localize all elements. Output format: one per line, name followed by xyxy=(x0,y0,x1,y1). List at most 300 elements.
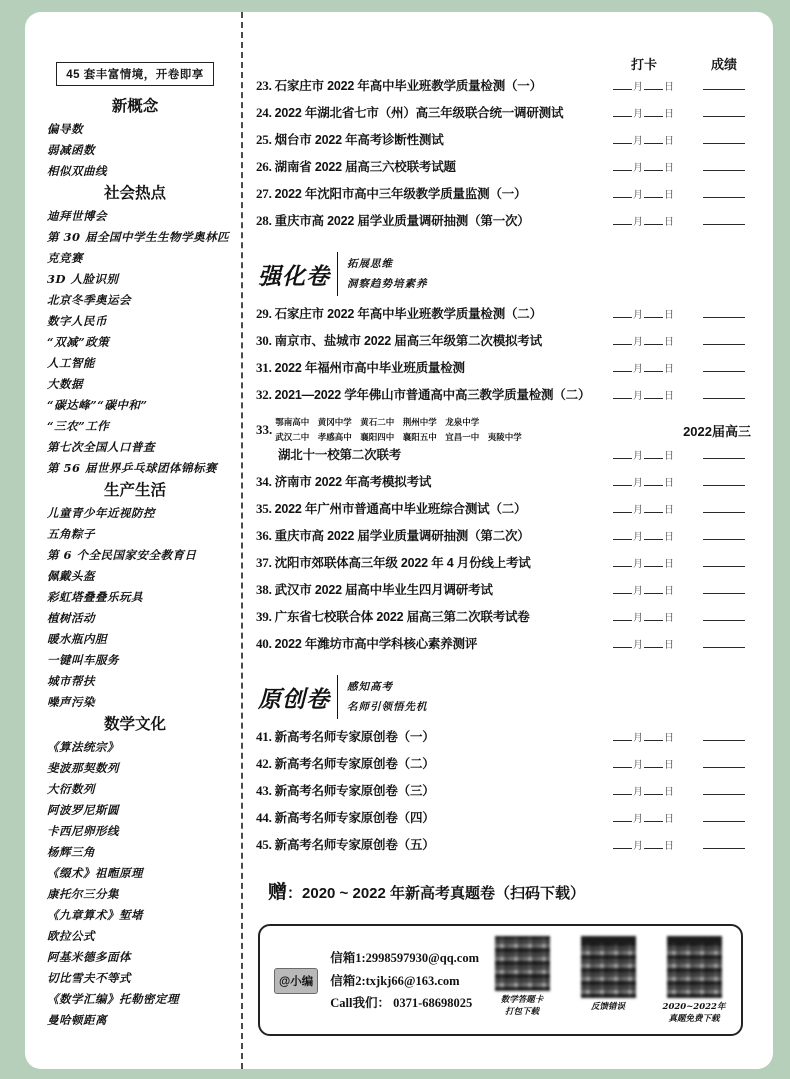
exam-row xyxy=(256,331,751,358)
day-label: 日 xyxy=(664,136,674,147)
day-label: 日 xyxy=(664,760,674,771)
checkin-date-field xyxy=(591,386,697,404)
score-blank-line xyxy=(703,765,745,768)
exam-row xyxy=(256,445,751,472)
score-field xyxy=(697,77,751,95)
score-field xyxy=(697,782,751,800)
date-blank-line xyxy=(613,114,632,117)
score-field xyxy=(697,386,751,404)
date-blank-line xyxy=(644,195,663,198)
score-field xyxy=(697,527,751,545)
grade-label: 2022届高三 xyxy=(683,423,751,439)
sidebar-topic: 数字人民币 xyxy=(47,314,107,328)
month-label: 月 xyxy=(633,190,643,201)
day-label: 日 xyxy=(664,532,674,543)
qr-code-icon xyxy=(581,943,636,998)
sidebar-group-heading: 社会热点 xyxy=(103,185,166,202)
score-blank-line xyxy=(703,396,745,399)
date-blank-line xyxy=(613,168,632,171)
score-blank-line xyxy=(703,87,745,90)
day-label: 日 xyxy=(664,733,674,744)
qr-item xyxy=(491,936,553,1026)
exam-number: 29. xyxy=(256,306,272,321)
exam-row xyxy=(256,103,751,130)
date-blank-line xyxy=(644,483,663,486)
score-field xyxy=(697,755,751,773)
gift-line xyxy=(268,877,751,904)
sidebar-topic: 阿波罗尼斯圆 xyxy=(47,803,119,817)
exam-title: 30. 南京市、盐城市 2022 届高三年级第二次模拟考试 xyxy=(256,333,542,348)
checkin-date-field xyxy=(591,755,697,773)
month-label: 月 xyxy=(633,733,643,744)
section-taglines xyxy=(347,254,428,294)
checkin-date-field xyxy=(591,212,697,230)
date-blank-line xyxy=(644,846,663,849)
contact-line: 信箱2:txjkj66@163.com xyxy=(330,973,460,988)
month-label: 月 xyxy=(633,364,643,375)
row-fill-in xyxy=(591,809,751,827)
month-label: 月 xyxy=(633,310,643,321)
exam-title: 27. 2022 年沈阳市高中三年级教学质量监测（一） xyxy=(256,186,527,201)
checkin-date-field xyxy=(591,185,697,203)
exam-title: 43. 新高考名师专家原创卷（三） xyxy=(256,783,435,798)
sidebar-banner: 45 套丰富情境，开卷即享 xyxy=(56,62,214,86)
qr-code-group xyxy=(491,936,725,1026)
score-blank-line xyxy=(703,618,745,621)
date-blank-line xyxy=(644,738,663,741)
sidebar-topic: 城市帮扶 xyxy=(47,674,95,688)
day-label: 日 xyxy=(664,640,674,651)
exam-row xyxy=(256,304,751,331)
date-blank-line xyxy=(613,483,632,486)
score-field xyxy=(697,212,751,230)
sidebar-topic: 《九章算术》堑堵 xyxy=(47,908,143,922)
date-blank-line xyxy=(613,87,632,90)
score-blank-line xyxy=(703,456,745,459)
exam-title: 25. 烟台市 2022 年高考诊断性测试 xyxy=(256,132,444,147)
exam-row xyxy=(256,385,751,412)
score-blank-line xyxy=(703,819,745,822)
exam-number: 34. xyxy=(256,474,272,489)
exam-number: 25. xyxy=(256,132,272,147)
exam-row xyxy=(256,472,751,499)
school-names xyxy=(275,415,681,445)
exam-row xyxy=(256,727,751,754)
sidebar-topic-groups xyxy=(35,96,235,1031)
sidebar-topic: 弱减函数 xyxy=(47,143,95,157)
contact-footer xyxy=(258,924,743,1036)
checkin-date-field xyxy=(591,554,697,572)
day-label: 日 xyxy=(664,337,674,348)
date-blank-line xyxy=(613,846,632,849)
sidebar-topic: 佩戴头盔 xyxy=(47,569,95,583)
exam-number: 27. xyxy=(256,186,272,201)
checkin-date-field xyxy=(591,527,697,545)
score-field xyxy=(697,446,751,464)
sidebar-topic: 《缀术》祖暅原理 xyxy=(47,866,143,880)
date-blank-line xyxy=(613,222,632,225)
exam-row xyxy=(256,211,751,238)
date-blank-line xyxy=(644,564,663,567)
date-blank-line xyxy=(644,591,663,594)
day-label: 日 xyxy=(664,190,674,201)
date-blank-line xyxy=(644,510,663,513)
exam-number: 30. xyxy=(256,333,272,348)
row-fill-in xyxy=(591,158,751,176)
qr-code-icon xyxy=(667,943,722,998)
section-header xyxy=(258,251,751,297)
score-field xyxy=(697,500,751,518)
sidebar-topic: 杨辉三角 xyxy=(47,845,95,859)
sidebar-topic: 彩虹塔叠叠乐玩具 xyxy=(47,590,143,604)
day-label: 日 xyxy=(664,163,674,174)
score-blank-line xyxy=(703,510,745,513)
score-blank-line xyxy=(703,141,745,144)
day-label: 日 xyxy=(664,586,674,597)
section-name: 原创卷 xyxy=(258,685,330,712)
checkin-date-field xyxy=(591,332,697,350)
sidebar-topic: 大衍数列 xyxy=(47,782,95,796)
sidebar-topic: 康托尔三分集 xyxy=(47,887,119,901)
sidebar-topic: 第 6 个全民国家安全教育日 xyxy=(47,548,197,562)
score-blank-line xyxy=(703,591,745,594)
exam-title: 28. 重庆市高 2022 届学业质量调研抽测（第一次） xyxy=(256,213,530,228)
exam-number: 32. xyxy=(256,387,272,402)
checkin-date-field xyxy=(591,635,697,653)
date-blank-line xyxy=(613,342,632,345)
month-label: 月 xyxy=(633,559,643,570)
month-label: 月 xyxy=(633,787,643,798)
exam-number: 23. xyxy=(256,78,272,93)
sidebar-topic: 斐波那契数列 xyxy=(47,761,119,775)
exam-title: 29. 石家庄市 2022 年高中毕业班教学质量检测（二） xyxy=(256,306,542,321)
exam-title: 45. 新高考名师专家原创卷（五） xyxy=(256,837,435,852)
exam-title: 36. 重庆市高 2022 届学业质量调研抽测（第二次） xyxy=(256,528,530,543)
date-blank-line xyxy=(644,87,663,90)
exam-row xyxy=(256,553,751,580)
score-blank-line xyxy=(703,483,745,486)
day-label: 日 xyxy=(664,364,674,375)
exam-number: 36. xyxy=(256,528,272,543)
exam-number: 43. xyxy=(256,783,272,798)
sidebar-group-heading: 生产生活 xyxy=(103,482,166,499)
date-blank-line xyxy=(644,537,663,540)
date-blank-line xyxy=(613,396,632,399)
section-tagline: 洞察趋势培素养 xyxy=(347,278,428,290)
date-blank-line xyxy=(644,618,663,621)
month-label: 月 xyxy=(633,163,643,174)
section-name: 强化卷 xyxy=(258,262,330,289)
month-label: 月 xyxy=(633,337,643,348)
score-blank-line xyxy=(703,792,745,795)
exam-number: 42. xyxy=(256,756,272,771)
score-field xyxy=(697,104,751,122)
row-fill-in xyxy=(591,212,751,230)
day-label: 日 xyxy=(664,217,674,228)
exam-title: 42. 新高考名师专家原创卷（二） xyxy=(256,756,435,771)
month-label: 月 xyxy=(633,82,643,93)
exam-row xyxy=(256,358,751,385)
day-label: 日 xyxy=(664,478,674,489)
sidebar-topic: 暖水瓶内胆 xyxy=(47,632,107,646)
date-blank-line xyxy=(613,510,632,513)
day-label: 日 xyxy=(664,841,674,852)
checkin-date-field xyxy=(591,581,697,599)
month-label: 月 xyxy=(633,841,643,852)
row-fill-in xyxy=(591,104,751,122)
qr-item xyxy=(577,936,639,1026)
date-blank-line xyxy=(613,537,632,540)
exam-title: 32. 2021—2022 学年佛山市普通高中高三教学质量检测（二） xyxy=(256,387,591,402)
row-fill-in xyxy=(591,527,751,545)
checkin-date-field xyxy=(591,77,697,95)
day-label: 日 xyxy=(664,613,674,624)
qr-caption-line: 2020~2022年 xyxy=(662,1002,726,1012)
exam-number: 40. xyxy=(256,636,272,651)
row-fill-in xyxy=(591,608,751,626)
month-label: 月 xyxy=(633,391,643,402)
row-fill-in xyxy=(591,446,751,464)
score-blank-line xyxy=(703,114,745,117)
row-fill-in xyxy=(591,473,751,491)
qr-caption-line: 反馈错误 xyxy=(590,1002,625,1012)
score-blank-line xyxy=(703,564,745,567)
exam-number: 33. xyxy=(256,422,273,437)
qr-caption xyxy=(591,1002,625,1014)
date-blank-line xyxy=(644,168,663,171)
date-blank-line xyxy=(613,792,632,795)
exam-title: 38. 武汉市 2022 届高中毕业生四月调研考试 xyxy=(256,582,493,597)
score-field xyxy=(697,185,751,203)
exam-number: 35. xyxy=(256,501,272,516)
sidebar-topic: 切比雪夫不等式 xyxy=(47,971,131,985)
checkin-date-field xyxy=(591,473,697,491)
exam-number: 39. xyxy=(256,609,272,624)
score-field xyxy=(697,158,751,176)
checkin-date-field xyxy=(591,728,697,746)
exam-row xyxy=(256,499,751,526)
sidebar-topic: 迪拜世博会 xyxy=(47,209,107,223)
score-field xyxy=(697,554,751,572)
column-headers xyxy=(256,54,751,76)
day-label: 日 xyxy=(664,559,674,570)
contact-info xyxy=(330,947,479,1015)
checkin-date-field xyxy=(591,131,697,149)
month-label: 月 xyxy=(633,478,643,489)
checkin-date-field xyxy=(591,836,697,854)
month-label: 月 xyxy=(633,586,643,597)
sidebar-group-heading: 数学文化 xyxy=(103,716,166,733)
contents-column xyxy=(243,12,773,1069)
exam-title: 31. 2022 年福州市高中毕业班质量检测 xyxy=(256,360,465,375)
exam-number: 26. xyxy=(256,159,272,174)
row-fill-in xyxy=(591,131,751,149)
sidebar-topic: 儿童青少年近视防控 xyxy=(47,506,155,520)
date-blank-line xyxy=(644,222,663,225)
date-blank-line xyxy=(613,765,632,768)
sidebar-topic: 大数据 xyxy=(47,377,83,391)
month-label: 月 xyxy=(633,109,643,120)
score-field xyxy=(697,473,751,491)
day-label: 日 xyxy=(664,451,674,462)
score-field xyxy=(697,836,751,854)
date-blank-line xyxy=(613,564,632,567)
exam-number: 45. xyxy=(256,837,272,852)
month-label: 月 xyxy=(633,532,643,543)
exam-row xyxy=(256,184,751,211)
sidebar-topic: 一键叫车服务 xyxy=(47,653,119,667)
date-blank-line xyxy=(644,456,663,459)
score-field xyxy=(697,608,751,626)
contact-line: Call我们： 0371-68698025 xyxy=(330,996,473,1011)
date-blank-line xyxy=(644,369,663,372)
book-page xyxy=(25,12,773,1069)
date-blank-line xyxy=(613,591,632,594)
date-blank-line xyxy=(613,618,632,621)
exam-number: 24. xyxy=(256,105,272,120)
row-fill-in xyxy=(591,836,751,854)
checkin-date-field xyxy=(591,158,697,176)
date-blank-line xyxy=(613,141,632,144)
exam-title: 35. 2022 年广州市普通高中毕业班综合测试（二） xyxy=(256,501,527,516)
exam-row xyxy=(256,607,751,634)
exam-title: 34. 济南市 2022 年高考模拟考试 xyxy=(256,474,432,489)
date-blank-line xyxy=(613,195,632,198)
sidebar-topic: 第七次全国人口普查 xyxy=(47,440,155,454)
date-blank-line xyxy=(644,315,663,318)
row-fill-in xyxy=(591,305,751,323)
row-fill-in xyxy=(591,500,751,518)
exam-row xyxy=(256,754,751,781)
exam-title: 26. 湖南省 2022 届高三六校联考试题 xyxy=(256,159,456,174)
row-fill-in xyxy=(591,581,751,599)
exam-row xyxy=(256,781,751,808)
row-fill-in xyxy=(591,782,751,800)
score-blank-line xyxy=(703,315,745,318)
checkin-header: 打卡 xyxy=(630,57,657,72)
checkin-date-field xyxy=(591,305,697,323)
checkin-date-field xyxy=(591,446,697,464)
sidebar-topic: 欧拉公式 xyxy=(47,929,95,943)
sidebar-topic: 相似双曲线 xyxy=(47,164,107,178)
date-blank-line xyxy=(613,645,632,648)
score-header: 成绩 xyxy=(710,57,737,72)
month-label: 月 xyxy=(633,505,643,516)
score-field xyxy=(697,728,751,746)
score-blank-line xyxy=(703,846,745,849)
section-tagline: 感知高考 xyxy=(347,681,393,693)
section-divider-line xyxy=(337,252,338,296)
row-fill-in xyxy=(591,359,751,377)
gift-text: ：2020 ~ 2022 年新高考真题卷（扫码下载） xyxy=(287,885,586,902)
day-label: 日 xyxy=(664,505,674,516)
sidebar-topic: 第 56 届世界乒乓球团体锦标赛 xyxy=(47,461,218,475)
exam-number: 37. xyxy=(256,555,272,570)
row-fill-in xyxy=(591,635,751,653)
sidebar-topic: 《数学汇编》托勒密定理 xyxy=(47,992,179,1006)
day-label: 日 xyxy=(664,310,674,321)
score-blank-line xyxy=(703,738,745,741)
day-label: 日 xyxy=(664,82,674,93)
sidebar-topic: 第 30 届全国中学生生物学奥林匹克竞赛 xyxy=(47,230,230,265)
score-blank-line xyxy=(703,342,745,345)
exam-number: 31. xyxy=(256,360,272,375)
school-names-line: 鄂南高中 黄冈中学 黄石二中 荆州中学 龙泉中学 xyxy=(275,417,480,427)
date-blank-line xyxy=(613,738,632,741)
date-blank-line xyxy=(644,141,663,144)
sidebar-topic: 阿基米德多面体 xyxy=(47,950,131,964)
month-label: 月 xyxy=(633,640,643,651)
date-blank-line xyxy=(644,819,663,822)
date-blank-line xyxy=(613,456,632,459)
score-field xyxy=(697,131,751,149)
score-blank-line xyxy=(703,195,745,198)
exam-row xyxy=(256,130,751,157)
sidebar-topic: 植树活动 xyxy=(47,611,95,625)
sidebar-topic: “三农”工作 xyxy=(47,419,110,433)
month-label: 月 xyxy=(633,217,643,228)
exam-number: 28. xyxy=(256,213,272,228)
qr-caption-line: 打包下载 xyxy=(504,1006,539,1017)
exam-number: 38. xyxy=(256,582,272,597)
section-tagline: 拓展思维 xyxy=(347,258,393,270)
month-label: 月 xyxy=(633,613,643,624)
qr-caption xyxy=(501,995,544,1019)
exam-title: 39. 广东省七校联合体 2022 届高三第二次联考试卷 xyxy=(256,609,530,624)
date-blank-line xyxy=(644,792,663,795)
exam-row xyxy=(256,76,751,103)
exam-number: 41. xyxy=(256,729,272,744)
sidebar-topic: 噪声污染 xyxy=(47,695,95,709)
month-label: 月 xyxy=(633,451,643,462)
qr-code-icon xyxy=(495,936,550,991)
sidebar-topic: 人工智能 xyxy=(47,356,95,370)
date-blank-line xyxy=(644,645,663,648)
month-label: 月 xyxy=(633,136,643,147)
sidebar-topic: 北京冬季奥运会 xyxy=(47,293,131,307)
date-blank-line xyxy=(613,315,632,318)
score-blank-line xyxy=(703,369,745,372)
date-blank-line xyxy=(613,819,632,822)
exam-title: 41. 新高考名师专家原创卷（一） xyxy=(256,729,435,744)
score-blank-line xyxy=(703,222,745,225)
qr-caption-line: 真题免费下载 xyxy=(668,1013,720,1024)
score-field xyxy=(697,332,751,350)
date-blank-line xyxy=(644,114,663,117)
sidebar-topic: 《算法统宗》 xyxy=(47,740,119,754)
exam-row xyxy=(256,808,751,835)
sidebar-topic: 偏导数 xyxy=(47,122,83,136)
row-fill-in xyxy=(591,77,751,95)
exam-title: 44. 新高考名师专家原创卷（四） xyxy=(256,810,435,825)
sidebar-topic: 五角粽子 xyxy=(47,527,95,541)
gift-prefix: 赠 xyxy=(268,882,288,903)
score-blank-line xyxy=(703,645,745,648)
exam-row xyxy=(256,835,751,862)
checkin-date-field xyxy=(591,809,697,827)
section-header xyxy=(258,674,751,720)
exam-row xyxy=(256,157,751,184)
row-fill-in xyxy=(591,185,751,203)
score-blank-line xyxy=(703,537,745,540)
editor-badge: @小编 xyxy=(274,968,318,994)
section-tagline: 名师引领悟先机 xyxy=(347,701,428,713)
day-label: 日 xyxy=(664,787,674,798)
exam-row xyxy=(256,526,751,553)
checkin-date-field xyxy=(591,104,697,122)
day-label: 日 xyxy=(664,109,674,120)
exam-row-schools xyxy=(256,415,751,445)
